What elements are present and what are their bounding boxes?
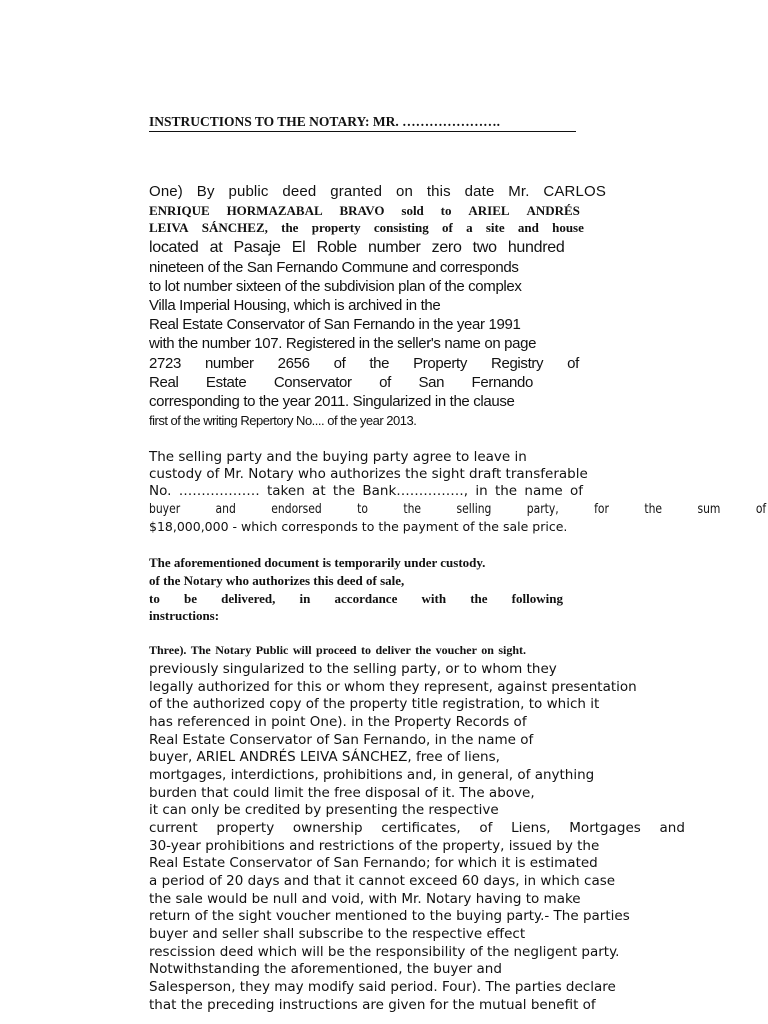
p4-line-12: 30-year prohibitions and restrictions of the property, issued by the <box>149 838 600 854</box>
p1-line-13: first of the writing Repertory No.... of the year 2013. <box>149 413 417 428</box>
p3-line-2: of the Notary who authorizes this deed of sale, <box>149 573 405 588</box>
p1-line-10: 2723 number 2656 of the Property Registry of <box>149 355 579 372</box>
p1-line-4: located at Pasaje El Roble number zero two hundred <box>149 239 565 256</box>
p4-line-9: burden that could limit the free disposal of it. The above, <box>149 785 535 801</box>
p4-line-7: buyer, ARIEL ANDRÉS LEIVA SÁNCHEZ, free of liens, <box>149 749 500 765</box>
p4-line-1: Three). The Notary Public will proceed to deliver the voucher on sight. <box>149 643 527 657</box>
p2-line-5: $18,000,000 - which corresponds to the payment of the sale price. <box>149 519 568 534</box>
p1-line-2: ENRIQUE HORMAZABAL BRAVO sold to ARIEL ANDRÉS <box>149 203 580 218</box>
p3-line-1: The aforementioned document is temporarily under custody. <box>149 555 486 570</box>
p2-line-1: The selling party and the buying party agree to leave in <box>149 449 527 465</box>
p3-line-4: instructions: <box>149 608 220 623</box>
p4-line-10: it can only be credited by presenting the respective <box>149 802 499 818</box>
p4-line-5: has referenced in point One). in the Property Records of <box>149 714 527 730</box>
p1-line-12: corresponding to the year 2011. Singularized in the clause <box>149 393 515 410</box>
p4-line-3: legally authorized for this or whom they represent, against presentation <box>149 679 637 695</box>
p4-line-6: Real Estate Conservator of San Fernando, in the name of <box>149 732 534 748</box>
p4-line-18: rescission deed which will be the responsibility of the negligent party. <box>149 944 620 960</box>
p1-line-3: LEIVA SÁNCHEZ, the property consisting of a site and house <box>149 220 584 235</box>
p4-line-16: return of the sight voucher mentioned to the buying party.- The parties <box>149 908 630 924</box>
p4-line-8: mortgages, interdictions, prohibitions and, in general, of anything <box>149 767 595 783</box>
p4-line-11: current property ownership certificates, of Liens, Mortgages and <box>149 820 685 836</box>
p1-line-5: nineteen of the San Fernando Commune and corresponds <box>149 259 519 276</box>
p4-line-20: Salesperson, they may modify said period. Four). The parties declare <box>149 979 616 995</box>
p4-line-15: the sale would be null and void, with Mr. Notary having to make <box>149 891 581 907</box>
p4-line-14: a period of 20 days and that it cannot exceed 60 days, in which case <box>149 873 616 889</box>
p2-line-2: custody of Mr. Notary who authorizes the sight draft transferable <box>149 466 588 482</box>
document-title: INSTRUCTIONS TO THE NOTARY: MR. …………………. <box>149 114 576 132</box>
p1-line-8: Real Estate Conservator of San Fernando in the year 1991 <box>149 316 521 333</box>
p1-line-11: Real Estate Conservator of San Fernando <box>149 374 533 391</box>
p2-line-3: No. ……………… taken at the Bank……………, in the name of <box>149 483 583 499</box>
p3-line-3: to be delivered, in accordance with the following <box>149 591 563 606</box>
p1-line-9: with the number 107. Registered in the seller's name on page <box>149 335 537 352</box>
p4-line-2: previously singularized to the selling party, or to whom they <box>149 661 557 677</box>
p4-line-17: buyer and seller shall subscribe to the respective effect <box>149 926 526 942</box>
p4-line-4: of the authorized copy of the property title registration, to which it <box>149 696 600 712</box>
p1-line-7: Villa Imperial Housing, which is archived in the <box>149 297 441 314</box>
p4-line-13: Real Estate Conservator of San Fernando; for which it is estimated <box>149 855 598 871</box>
p1-line-1: One) By public deed granted on this date Mr. CARLOS <box>149 183 606 200</box>
p1-line-6: to lot number sixteen of the subdivision plan of the complex <box>149 278 522 295</box>
p2-line-4: buyer and endorsed to the selling party, for the sum of <box>149 501 767 517</box>
p4-line-19: Notwithstanding the aforementioned, the buyer and <box>149 961 502 977</box>
p4-line-21: that the preceding instructions are given for the mutual benefit of <box>149 997 596 1013</box>
